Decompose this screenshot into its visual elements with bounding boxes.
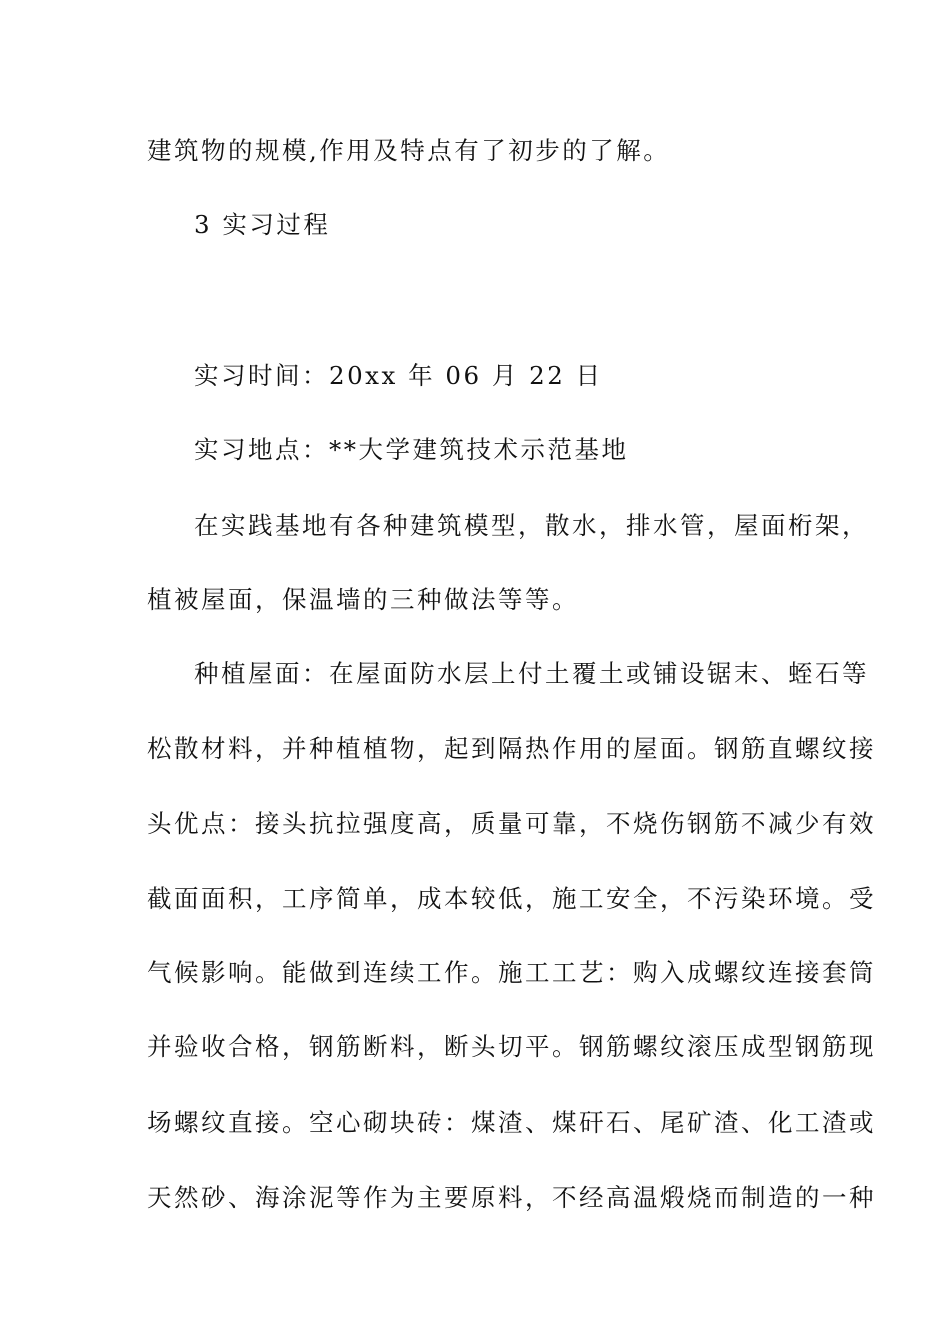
text-line: 截面面积，工序简单，成本较低，施工安全，不污染环境。受 <box>147 884 876 913</box>
text-line: 天然砂、海涂泥等作为主要原料，不经高温煅烧而制造的一种 <box>147 1183 876 1212</box>
text-line: 气候影响。能做到连续工作。施工工艺：购入成螺纹连接套筒 <box>147 958 876 987</box>
text-line: 并验收合格，钢筋断料，断头切平。钢筋螺纹滚压成型钢筋现 <box>147 1032 876 1061</box>
text-line: 植被屋面，保温墙的三种做法等等。 <box>147 585 579 614</box>
text-line: 场螺纹直接。空心砌块砖：煤渣、煤矸石、尾矿渣、化工渣或 <box>147 1108 876 1137</box>
text-line: 种植屋面：在屋面防水层上付土覆土或铺设锯末、蛭石等 <box>194 659 869 688</box>
text-line: 建筑物的规模,作用及特点有了初步的了解。 <box>147 136 671 165</box>
text-line: 在实践基地有各种建筑模型，散水，排水管，屋面桁架， <box>194 511 869 540</box>
text-line: 松散材料，并种植植物，起到隔热作用的屋面。钢筋直螺纹接 <box>147 734 876 763</box>
text-line: 实习时间：20xx 年 06 月 22 日 <box>194 361 603 390</box>
text-line: 实习地点：**大学建筑技术示范基地 <box>194 435 629 464</box>
section-heading: 3 实习过程 <box>194 210 331 239</box>
text-line: 头优点：接头抗拉强度高，质量可靠，不烧伤钢筋不减少有效 <box>147 809 876 838</box>
